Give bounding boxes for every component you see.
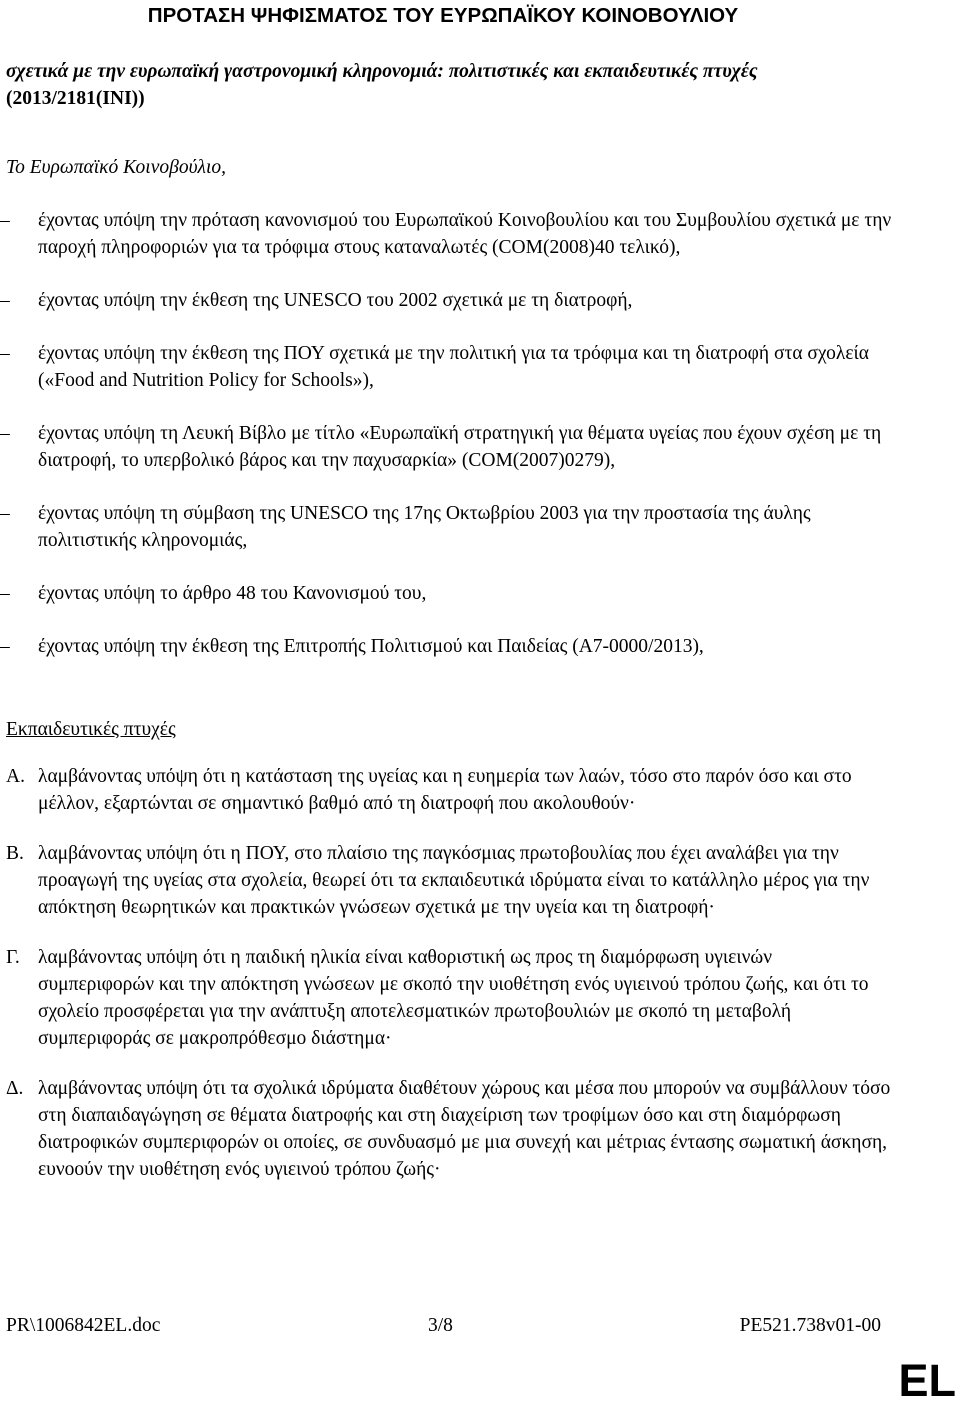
recital-item (6, 840, 891, 921)
recital-letter: Α. (6, 766, 25, 787)
dash-bullet: – (0, 636, 10, 657)
dash-bullet: – (0, 583, 10, 604)
page-number: 3/8 (428, 1315, 453, 1336)
dash-bullet: – (0, 423, 10, 444)
citation-text: έχοντας υπόψη την πρόταση κανονισμού του Ευρωπαϊκού Κοινοβουλίου και του Συμβουλίου σχετικά με την παροχή πληροφοριών για τα τρόφιμα στους καταναλωτές (COM(2008)40 τελικό), (38, 210, 892, 258)
recital-text: λαμβάνοντας υπόψη ότι η παιδική ηλικία είναι καθοριστική ως προς τη διαμόρφωση υγιεινών συμπεριφορών και την απόκτηση γνώσεων με σκοπό την υιοθέτηση ενός υγιεινού τρόπου ζωής, και ότι το σχολείο προσφέρεται για την ανάπτυξη αποτελεσματικών πρωτοβουλιών με σκοπό τη μεταβολή συμπεριφοράς σε μακροπρόθεσμο διάστημα· (38, 947, 869, 1049)
citation-item (0, 340, 900, 394)
section-heading: Εκπαιδευτικές πτυχές (6, 719, 176, 740)
subject-line: σχετικά με την ευρωπαϊκή γαστρονομική κληρονομιά: πολιτιστικές και εκπαιδευτικές πτυχές (6, 61, 758, 82)
citation-item (0, 633, 900, 660)
dash-bullet: – (0, 210, 10, 231)
dash-bullet: – (0, 343, 10, 364)
recital-item (6, 763, 891, 817)
subject (6, 58, 906, 112)
citation-text: έχοντας υπόψη την έκθεση της Επιτροπής Πολιτισμού και Παιδείας (A7-0000/2013), (38, 636, 704, 657)
recital-text: λαμβάνοντας υπόψη ότι τα σχολικά ιδρύματα διαθέτουν χώρους και μέσα που μπορούν να συμβάλλουν τόσο στη διαπαιδαγώγηση σε θέματα διατροφής και στη διαχείριση των τροφίμων όσο και στη διαμόρφωση διατροφικών συμπεριφορών οι οποίες, σε συνδυασμό με μια συνεχή και μέτριας έντασης σωματική άσκηση, ευνοούν την υιοθέτηση ενός υγιεινού τρόπου ζωής· (38, 1078, 891, 1180)
citation-item (0, 420, 900, 474)
recitals-list (6, 763, 891, 1206)
recital-letter: Β. (6, 843, 24, 864)
dash-bullet: – (0, 290, 10, 311)
citation-item (0, 580, 900, 607)
citation-text: έχοντας υπόψη την έκθεση της ΠΟΥ σχετικά με την πολιτική για τα τρόφιμα και τη διατροφή στα σχολεία («Food and Nutrition Policy for Schools»), (38, 343, 870, 391)
citation-item (0, 207, 900, 261)
recital-letter: Γ. (6, 947, 20, 968)
citation-item (0, 287, 900, 314)
citation-text: έχοντας υπόψη τη σύμβαση της UNESCO της 17ης Οκτωβρίου 2003 για την προστασία της άυλης πολιτιστικής κληρονομιάς, (38, 503, 811, 551)
recital-letter: Δ. (6, 1078, 24, 1099)
citation-item (0, 500, 900, 554)
page-footer (6, 1312, 881, 1342)
language-code: EL (898, 1355, 956, 1406)
parliament-heading: Το Ευρωπαϊκό Κοινοβούλιο, (6, 157, 227, 178)
citation-text: έχοντας υπόψη το άρθρο 48 του Κανονισμού του, (38, 583, 427, 604)
pe-reference: PE521.738v01-00 (739, 1315, 881, 1336)
recital-item (6, 944, 891, 1052)
recital-text: λαμβάνοντας υπόψη ότι η κατάσταση της υγείας και η ευημερία των λαών, τόσο στο παρόν όσο και στο μέλλον, εξαρτώνται σε σημαντικό βαθμό από τη διατροφή που ακολουθούν· (38, 766, 852, 814)
procedure-reference: (2013/2181(INI)) (6, 88, 145, 109)
document-reference: PR\1006842EL.doc (6, 1315, 161, 1336)
citation-text: έχοντας υπόψη τη Λευκή Βίβλο με τίτλο «Ευρωπαϊκή στρατηγική για θέματα υγείας που έχουν σχέση με τη διατροφή, το υπερβολικό βάρος και την παχυσαρκία» (COM(2007)0279), (38, 423, 882, 471)
recital-item (6, 1075, 891, 1183)
recital-text: λαμβάνοντας υπόψη ότι η ΠΟΥ, στο πλαίσιο της παγκόσμιας πρωτοβουλίας που έχει αναλάβει για την προαγωγή της υγείας στα σχολεία, θεωρεί ότι τα εκπαιδευτικά ιδρύματα είναι το κατάλληλο μέρος για την απόκτηση θεωρητικών και πρακτικών γνώσεων σχετικά με την υγεία και τη διατροφή· (38, 843, 870, 918)
citation-text: έχοντας υπόψη την έκθεση της UNESCO του 2002 σχετικά με τη διατροφή, (38, 290, 633, 311)
citations-list (0, 207, 900, 686)
document-title: ΠΡΟΤΑΣΗ ΨΗΦΙΣΜΑΤΟΣ ΤΟΥ ΕΥΡΩΠΑΪΚΟΥ ΚΟΙΝΟΒΟΥΛΙΟΥ (147, 4, 739, 27)
dash-bullet: – (0, 503, 10, 524)
